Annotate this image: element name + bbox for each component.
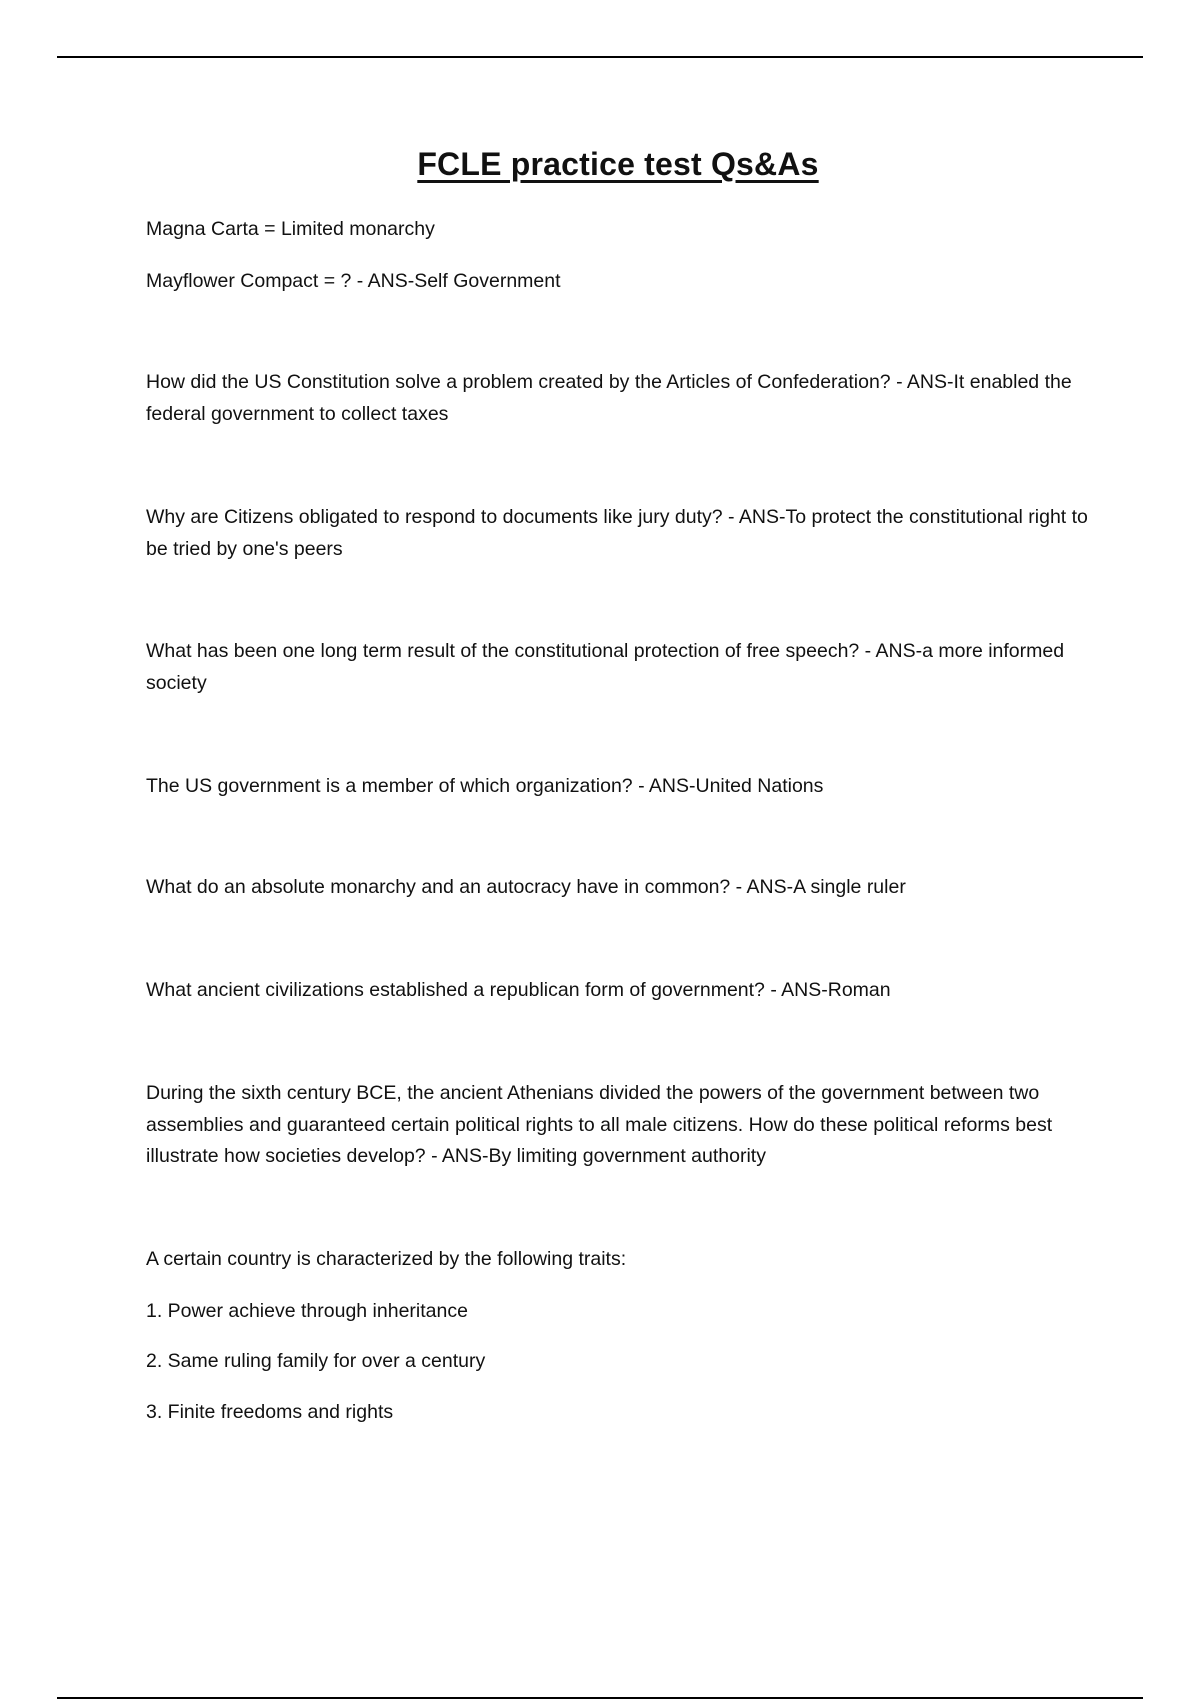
- qa-entry-mayflower-compact: Mayflower Compact = ? - ANS-Self Government: [146, 270, 561, 292]
- trait-list-intro: A certain country is characterized by the following traits:: [146, 1248, 627, 1270]
- qa-entry-absolute-monarchy: What do an absolute monarchy and an autocracy have in common? - ANS-A single ruler: [146, 876, 906, 898]
- qa-entry-free-speech: What has been one long term result of the constitutional protection of free speech? - ANS-a more informed society: [146, 640, 1065, 694]
- trait-item-3: 3. Finite freedoms and rights: [146, 1401, 394, 1423]
- qa-entry-jury-duty: Why are Citizens obligated to respond to documents like jury duty? - ANS-To protect the constitutional right to be tried by one's peers: [146, 506, 1088, 560]
- qa-entry-united-nations: The US government is a member of which organization? - ANS-United Nations: [146, 775, 824, 797]
- document-title: FCLE practice test Qs&As: [417, 146, 819, 182]
- trait-item-2: 2. Same ruling family for over a century: [146, 1350, 486, 1372]
- bottom-rule: [57, 1697, 1143, 1699]
- trait-item-1: 1. Power achieve through inheritance: [146, 1300, 468, 1322]
- qa-entry-magna-carta: Magna Carta = Limited monarchy: [146, 218, 435, 240]
- top-rule: [57, 56, 1143, 58]
- qa-entry-us-constitution: How did the US Constitution solve a problem created by the Articles of Confederation? - ANS-It enabled the federal government to collect taxes: [146, 371, 1072, 425]
- qa-entry-republican-government: What ancient civilizations established a republican form of government? - ANS-Roman: [146, 979, 891, 1001]
- qa-entry-athenian-reforms: During the sixth century BCE, the ancient Athenians divided the powers of the government between two assemblies and guaranteed certain political rights to all male citizens. How do these political reforms best illustrate how societies develop? - ANS-By limiting government authority: [146, 1082, 1053, 1167]
